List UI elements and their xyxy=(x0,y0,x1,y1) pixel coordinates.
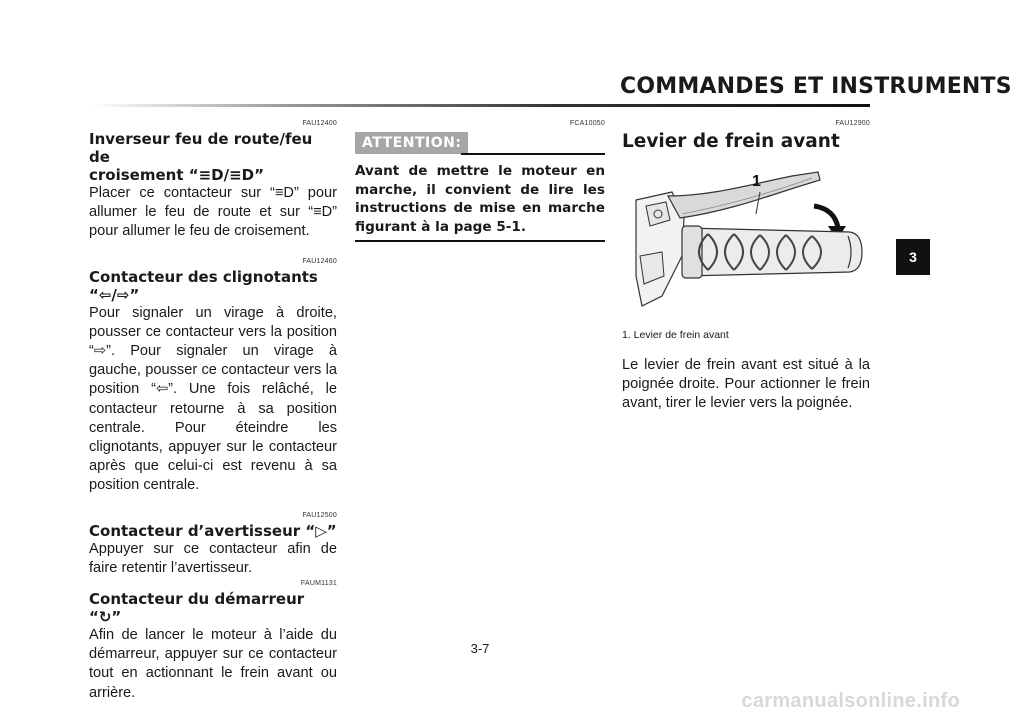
section-body-turn-signal: Pour signaler un virage à droite, pousser ce contacteur vers la position “⇨”. Pour signaler un virage à gauche, pousser ce contacteur vers la position “⇦”. Une fois relâché, le contacteur retourne à sa position centrale. Pour éteindre les clignotants, appuyer sur le contacteur après que celui-ci est revenu à sa position centrale. xyxy=(89,304,337,494)
attention-end-rule xyxy=(355,240,605,242)
section-code: FAU12400 xyxy=(302,120,337,127)
chapter-tab[interactable]: 3 xyxy=(896,239,930,275)
figure-caption: 1. Levier de frein avant xyxy=(622,329,729,341)
section-code: FAU12500 xyxy=(302,511,337,519)
attention-label: ATTENTION: xyxy=(355,132,468,154)
section-code: FAUM1131 xyxy=(300,580,337,588)
section-body-starter: Afin de lancer le moteur à l’aide du démarreur, appuyer sur ce contacteur tout en actionnant le frein avant ou arrière. xyxy=(89,627,337,701)
page-number: 3-7 xyxy=(470,641,490,656)
title-line: croisement “≡D/≡D” xyxy=(89,166,264,184)
section-code: FAU12460 xyxy=(302,257,337,265)
section-title-front-brake: Levier de frein avant xyxy=(622,131,840,152)
section-body-dimmer-switch: Placer ce contacteur sur “≡D” pour allumer le feu de route et sur “≡D” pour allumer le feu de croisement. xyxy=(89,185,337,240)
section-title-starter: Contacteur du démarreur “↻” xyxy=(89,590,305,627)
section-title-dimmer-switch xyxy=(89,130,337,184)
front-brake-lever-figure xyxy=(622,156,870,316)
page-header-title: COMMANDES ET INSTRUMENTS xyxy=(620,74,1012,99)
left-column xyxy=(89,118,337,703)
figure-callout-number: 1 xyxy=(752,173,761,190)
section-title-turn-signal: Contacteur des clignotants “⇦/⇨” xyxy=(89,267,318,304)
title-line: Inverseur feu de route/feu de xyxy=(89,130,313,166)
section-title-horn: Contacteur d’avertisseur “▷” xyxy=(89,521,337,540)
header-rule xyxy=(90,104,870,107)
section-body-horn: Appuyer sur ce contacteur afin de faire retentir l’avertisseur. xyxy=(89,540,337,576)
site-watermark: carmanualsonline.info xyxy=(741,690,960,712)
attention-header xyxy=(355,132,605,156)
attention-text: Avant de mettre le moteur en marche, il convient de lire les instructions de mise en marche figurant à la page 5-1. xyxy=(355,163,605,235)
right-column xyxy=(622,118,870,414)
section-code: FAU12900 xyxy=(835,120,870,127)
section-body-front-brake: Le levier de frein avant est situé à la poignée droite. Pour actionner le frein avant, tirer le levier vers la poignée. xyxy=(622,357,870,412)
notice-code: FCA10050 xyxy=(569,120,605,127)
middle-column xyxy=(355,118,605,242)
brake-lever-illustration xyxy=(622,156,870,316)
attention-rule xyxy=(461,153,605,155)
